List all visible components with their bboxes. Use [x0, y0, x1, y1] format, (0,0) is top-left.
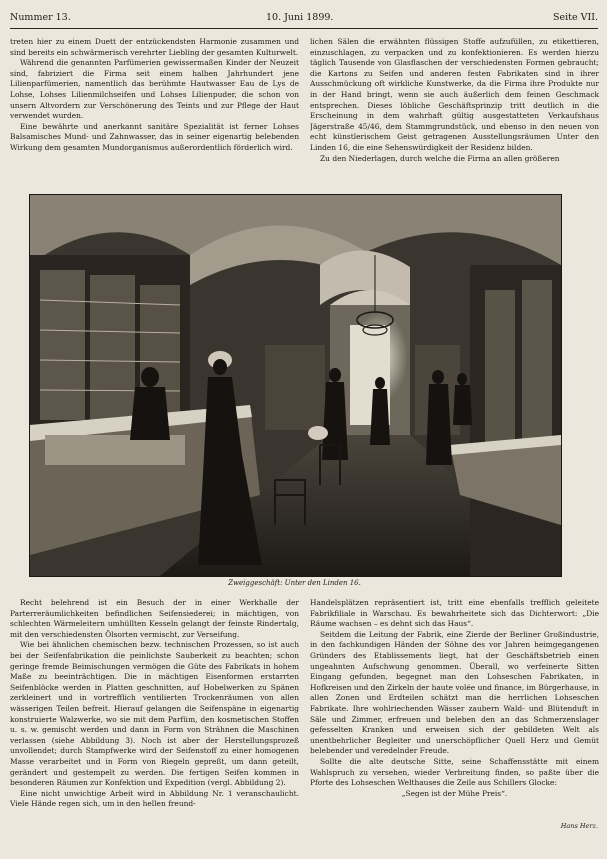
paragraph: Eine bewährte und anerkannt sanitäre Spezialität ist ferner Lohses Balsamisches Mund- und Zahnwasser, das in seiner eigenartig belebenden Wirkung dem gesamten Mundorganismus außerordentlich förderlich wird. [10, 121, 299, 152]
paragraph: Eine nicht unwichtige Arbeit wird in Abbildung Nr. 1 veranschaulicht. Viele Hände regen sich, um in den hellen freund- [10, 788, 299, 809]
motto-quote: „Segen ist der Mühe Preis“. [401, 788, 508, 798]
page-header [10, 11, 598, 25]
paragraph: treten hier zu einem Duett der entzückendsten Harmonie zusammen und sind bereits ein schwärmerisch verehrter Liebling der gesamten Kulturwelt. [10, 37, 299, 57]
column-top-left [10, 37, 299, 183]
paragraph: Zu den Niederlagen, durch welche die Firma an allen größeren [320, 153, 560, 163]
column-bottom-left [10, 598, 299, 848]
photo-caption: Zweiggeschäft: Unter den Linden 16. [228, 579, 361, 587]
paragraph: lichen Sälen die erwähnten flüssigen Stoffe aufzufüllen, zu etikettieren, einzuschlagen, zu verpacken und zu konfektionieren. Es werden hierzu täglich Tausende von Glasflaschen der verschiedensten Formen gebraucht; die Kartons zu Seifen und anderen festen Fabrikaten sind in ihrer Ausschmückung oft wirkliche Kunstwerke, da die Firma ihre Produkte nur in der Hand bringt, wenn sie auch äußerlich dem feinen Geschmack entsprechen. Dieses löbliche Geschäftsprinzip tritt deutlich in die Erscheinung in dem wahrhaft gültig ausgestatteten Verkaufshaus Jägerstraße 45/46, dem Stammgrundstück, und ebenso in den neuen von echt künstlerischem Geist getragenen Ausstellungsräumen Unter den Linden 16, die eine Sehenswürdigkeit der Residenz bilden. [310, 37, 599, 152]
paragraph: Seitdem die Leitung der Fabrik, eine Zierde der Berliner Großindustrie, in den fachkundigen Händen der Söhne des vor Jahren heimgegangenen Gründers des Etablissements liegt, hat der Geschäftsbetrieb einen ungeahnten Aufschwung genommen. Überall, wo verfeinerte Sitten Eingang gefunden, begegnet man den Lohseschen Fabrikaten, in Hofkreisen und den Zirkeln der haute volée und finance, im Bürgerhause, in allen Zonen und Erdteilen schätzt man die herrlichen Lohseschen Fabrikate. Ihre wohlriechenden Wässer zaubern Wald- und Blütenduft in Säle und Zimmer, erfreuen und beleben den an das Schmerzenslager gefesselten Kranken und erweisen sich der gebildeten Welt als unentbehrlicher Begleiter und unerschöpflicher Quell Herz und Gemüt belebender und veredelnder Freude. [310, 629, 599, 756]
paragraph: Wie bei ähnlichen chemischen bezw. technischen Prozessen, so ist auch bei der Seifenfabrikation die peinlichste Sauberkeit zu beachten; schon geringe fremde Beimischungen vermögen die Güte des Fabrikats in hohem Maße zu beeinträchtigen. Die in mächtigen Eisenformen erstarrten Seifenblöcke werden in Platten geschnitten, auf Hobelwerken zu Spänen zerkleinert und in vortrefflich ventilierten Trockenräumen von allen wässerigen Teilen befreit. Hierauf gelangen die Seifenspäne in eigenartig konstruierte Walzwerke, wo sie mit dem Parfüm, den kosmetischen Stoffen u. s. w. gemischt werden und dann in Form von Strähnen die Maschinen verlassen (siehe Abbildung 3). Noch ist aber der Herstellungsprozeß unvollendet; durch Stampfwerke wird der Seifenstoff zu einer homogenen Masse verarbeitet und in Form von Riegeln gepreßt, um dann geteilt, gerändert und gestempelt zu werden. Die fertigen Seifen kommen in besonderen Räumen zur Konfektion und Expedition (vergl. Abbildung 2). [10, 640, 299, 788]
author-signature: Hans Herz. [560, 822, 598, 830]
header-rule [10, 28, 598, 29]
issue-number: Nummer 13. [10, 12, 71, 23]
paragraph: Während die genannten Parfümerien gewissermaßen Kinder der Neuzeit sind, fabriziert die Firma seit einem halben Jahrhundert jene Lilienparfümerien, namentlich das berühmte Hautwasser Eau de Lys de Lohse, Lohses Lilienmilchseifen und Lohses Lilienpuder, die schon von unsern Altvordern zur Verschönerung des Teints und zur Pflege der Haut verwendet wurden. [10, 58, 299, 121]
shop-interior-photo [29, 194, 562, 577]
column-bottom-right [310, 598, 599, 848]
paragraph: Sollte die alte deutsche Sitte, seine Schaffensstätte mit einem Wahlspruch zu versehen, wieder Verbreitung finden, so paßte über die Pforte des Lohseschen Welthauses die Zeile aus Schillers Glocke: [310, 756, 599, 788]
paragraph: Handelsplätzen repräsentiert ist, tritt eine ebenfalls trefflich geleitete Fabrikfiliale in Warschau. Es bewahrheitete sich das Dichterwort: „Die Räume wachsen – es dehnt sich das Haus“. [310, 598, 599, 629]
issue-date: 10. Juni 1899. [266, 12, 334, 23]
column-top-right [310, 37, 599, 183]
paragraph: Recht belehrend ist ein Besuch der in einer Werkhalle der Parterreräumlichkeiten befindlichen Seifensiederei; in mächtigen, von schlechten Wärmeleitern umhüllten Kesseln gelangt der feinste Rindertalg, mit den verschiedensten Ölsorten vermischt, zur Verseifung. [10, 598, 299, 639]
page-number: Seite VII. [552, 12, 598, 23]
